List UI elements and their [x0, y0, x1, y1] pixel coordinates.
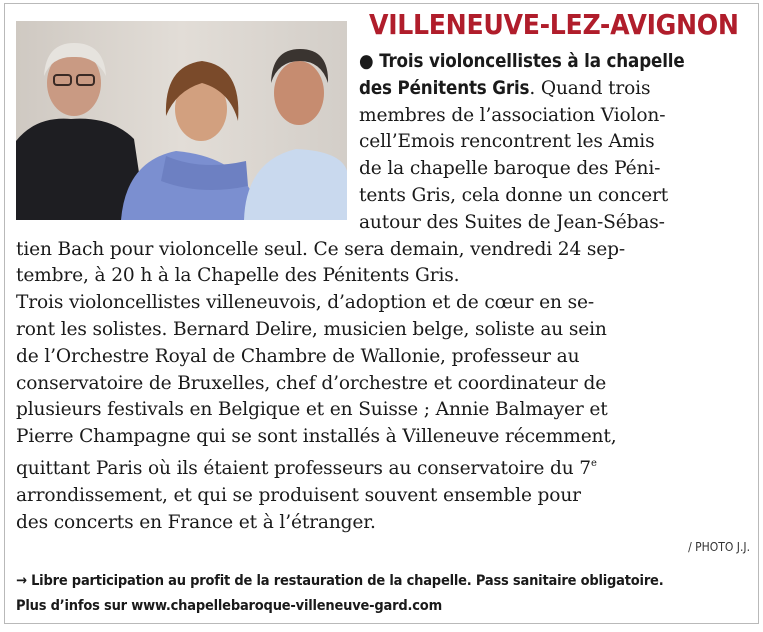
headline-part-2: des Pénitents Gris — [359, 77, 530, 99]
dateline: VILLENEUVE-LEZ-AVIGNON — [369, 8, 739, 41]
info-box — [16, 569, 663, 619]
body-line: quittant Paris où ils étaient professeurs au conservatoire du 7 — [16, 457, 591, 479]
body-line: plusieurs festivals en Belgique et en Suisse ; Annie Balmayer et — [16, 399, 608, 421]
body-line: cell’Emois rencontrent les Amis — [359, 131, 655, 153]
article — [4, 3, 759, 624]
body-line: tembre, à 20 h à la Chapelle des Pénitents Gris. — [16, 265, 460, 287]
body-line: autour des Suites de Jean-Sébas- — [359, 211, 665, 233]
headline-part-1: Trois violoncellistes à la chapelle — [379, 51, 685, 72]
info-line-participation: → Libre participation au profit de la restauration de la chapelle. Pass sanitaire obligatoire. — [16, 573, 664, 589]
headline-end: . — [529, 77, 536, 99]
body-line: des concerts en France et à l’étranger. — [16, 511, 376, 533]
headline-line-1 — [16, 49, 751, 76]
bullet: ● — [359, 51, 374, 72]
body-line: tien Bach pour violoncelle seul. Ce sera demain, vendredi 24 sep- — [16, 238, 626, 260]
body-line: Trois violoncellistes villeneuvois, d’adoption et de cœur en se- — [16, 292, 594, 314]
body-line: tents Gris, cela donne un concert — [359, 184, 669, 206]
body-line: Pierre Champagne qui se sont installés à Villeneuve récemment, — [16, 426, 617, 448]
body-first-line-rest: Quand trois — [535, 77, 651, 99]
article-body — [16, 49, 751, 536]
body-line: de la chapelle baroque des Péni- — [359, 158, 661, 180]
body-line: ront les solistes. Bernard Delire, musicien belge, soliste au sein — [16, 318, 607, 340]
body-line: arrondissement, et qui se produisent souvent ensemble pour — [16, 484, 581, 506]
headline-line-2 — [16, 76, 751, 103]
superscript-e: e — [591, 457, 597, 469]
body-line: conservatoire de Bruxelles, chef d’orchestre et coordinateur de — [16, 372, 607, 394]
info-line-website: Plus d’infos sur www.chapellebaroque-villeneuve-gard.com — [16, 598, 442, 614]
body-line: membres de l’association Violon- — [359, 104, 666, 126]
body-line-superscript — [16, 451, 751, 483]
photo-credit: / PHOTO J.J. — [688, 540, 750, 554]
body-line: de l’Orchestre Royal de Chambre de Wallonie, professeur au — [16, 345, 580, 367]
